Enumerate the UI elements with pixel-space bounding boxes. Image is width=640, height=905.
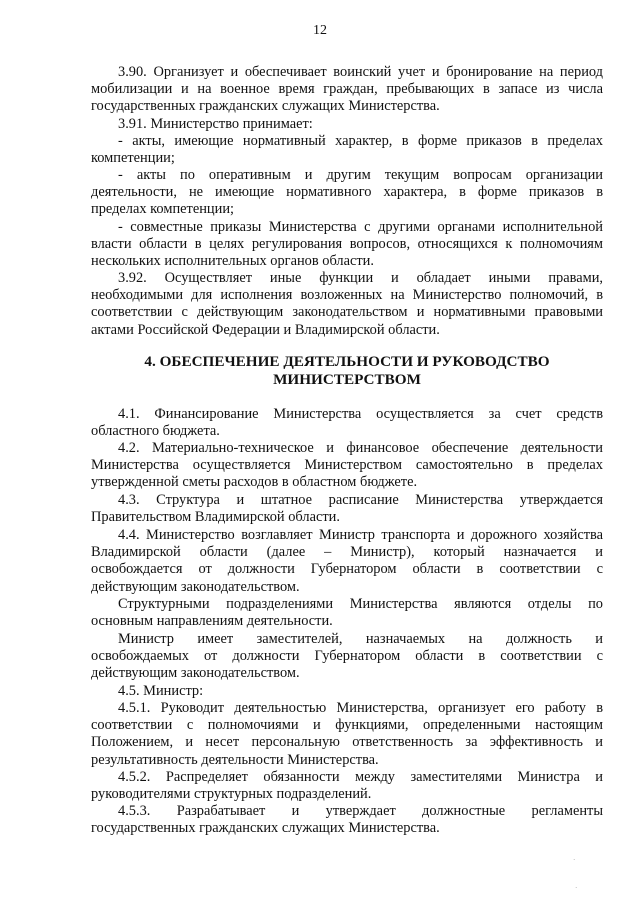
text-line: 4.1. Финансирование Министерства осуществляется за счет средств [118,406,603,422]
paragraph-4-5-1 [91,700,603,769]
paragraph-deputies [91,631,603,683]
list-item-operational-acts [91,167,603,219]
text-line: Правительством Владимирской области. [91,509,340,526]
text-line: освобождается от должности Губернатором области в соответствии с [91,561,603,578]
paragraph-4-1 [91,406,603,440]
text-line: актами Российской Федерации и Владимирской области. [91,321,440,338]
heading-line: МИНИСТЕРСТВОМ [273,371,421,388]
text-line: Владимирской области (далее – Министр), который назначается и [91,544,603,561]
text-line: руководителями структурных подразделений. [91,786,372,803]
text-line: власти области в целях регулирования вопросов, относящихся к полномочиям [91,236,603,253]
paragraph-4-5 [91,683,603,700]
text-line: действующим законодательством. [91,578,300,595]
paragraph-4-5-2 [91,769,603,803]
text-line: деятельности, не имеющие нормативного характера, в форме приказов в [91,184,603,201]
text-line: Министерства осуществляется Министерством самостоятельно в пределах [91,457,603,474]
text-line: 4.4. Министерство возглавляет Министр транспорта и дорожного хозяйства [118,527,603,543]
text-line: 4.5.3. Разрабатывает и утверждает должностные регламенты [118,803,603,819]
text-line: компетенции; [91,150,175,167]
text-line: 4.5.1. Руководит деятельностью Министерства, организует его работу в [118,700,603,716]
text-line: 3.91. Министерство принимает: [118,116,313,132]
paragraph-4-2 [91,440,603,492]
paragraph-3-92 [91,270,603,339]
text-line: 4.3. Структура и штатное расписание Министерства утверждается [118,492,603,508]
text-line: действующим законодательством. [91,665,300,682]
text-line: соответствии с полномочиями и функциями, определенными настоящим [91,717,603,734]
text-line: 4.5.2. Распределяет обязанности между заместителями Министра и [118,769,603,785]
text-line: 3.90. Организует и обеспечивает воинский учет и бронирование на период [118,64,603,80]
text-line: Положением, и несет персональную ответственность за эффективность и [91,734,603,751]
text-line: соответствии с действующим законодательством и нормативными правовыми [91,304,603,321]
text-line: 3.92. Осуществляет иные функции и обладает иными правами, [118,270,603,286]
text-line: областного бюджета. [91,423,220,440]
list-item-joint-orders [91,219,603,271]
scan-mark: · [575,884,578,892]
text-line: пределах компетенции; [91,201,235,218]
text-line: Министр имеет заместителей, назначаемых на должность и [118,631,603,647]
section-heading [91,353,603,389]
paragraph-4-4 [91,527,603,596]
text-line: Структурными подразделениями Министерства являются отделы по [118,596,603,612]
text-line: - акты, имеющие нормативный характер, в форме приказов в пределах [118,133,603,149]
text-line: необходимыми для исполнения возложенных на Министерство полномочий, в [91,287,603,304]
paragraph-structural-units [91,596,603,630]
heading-line: 4. ОБЕСПЕЧЕНИЕ ДЕЯТЕЛЬНОСТИ И РУКОВОДСТВО [144,353,550,370]
text-line: результативность деятельности Министерства. [91,751,379,768]
text-line: государственных гражданских служащих Министерства. [91,98,440,115]
text-line: 4.5. Министр: [118,683,204,699]
text-line: - акты по оперативным и другим текущим вопросам организации [118,167,603,183]
paragraph-4-5-3 [91,803,603,837]
paragraph-3-91 [91,116,603,133]
text-line: нескольких исполнительных органов области. [91,253,374,270]
text-line: освобождаемых от должности Губернатором области в соответствии с [91,648,603,665]
text-line: государственных гражданских служащих Министерства. [91,820,440,837]
text-line: - совместные приказы Министерства с другими органами исполнительной [118,219,603,235]
text-line: основным направлениям деятельности. [91,613,333,630]
text-line: 4.2. Материально-техническое и финансовое обеспечение деятельности [118,440,603,456]
page-number: 12 [313,23,327,38]
scan-mark: · [573,856,576,864]
paragraph-4-3 [91,492,603,526]
text-line: мобилизации и на военное время граждан, пребывающих в запасе из числа [91,81,603,98]
text-line: утвержденной сметы расходов в областном бюджете. [91,474,418,491]
paragraph-3-90 [91,64,603,116]
list-item-normative-acts [91,133,603,167]
